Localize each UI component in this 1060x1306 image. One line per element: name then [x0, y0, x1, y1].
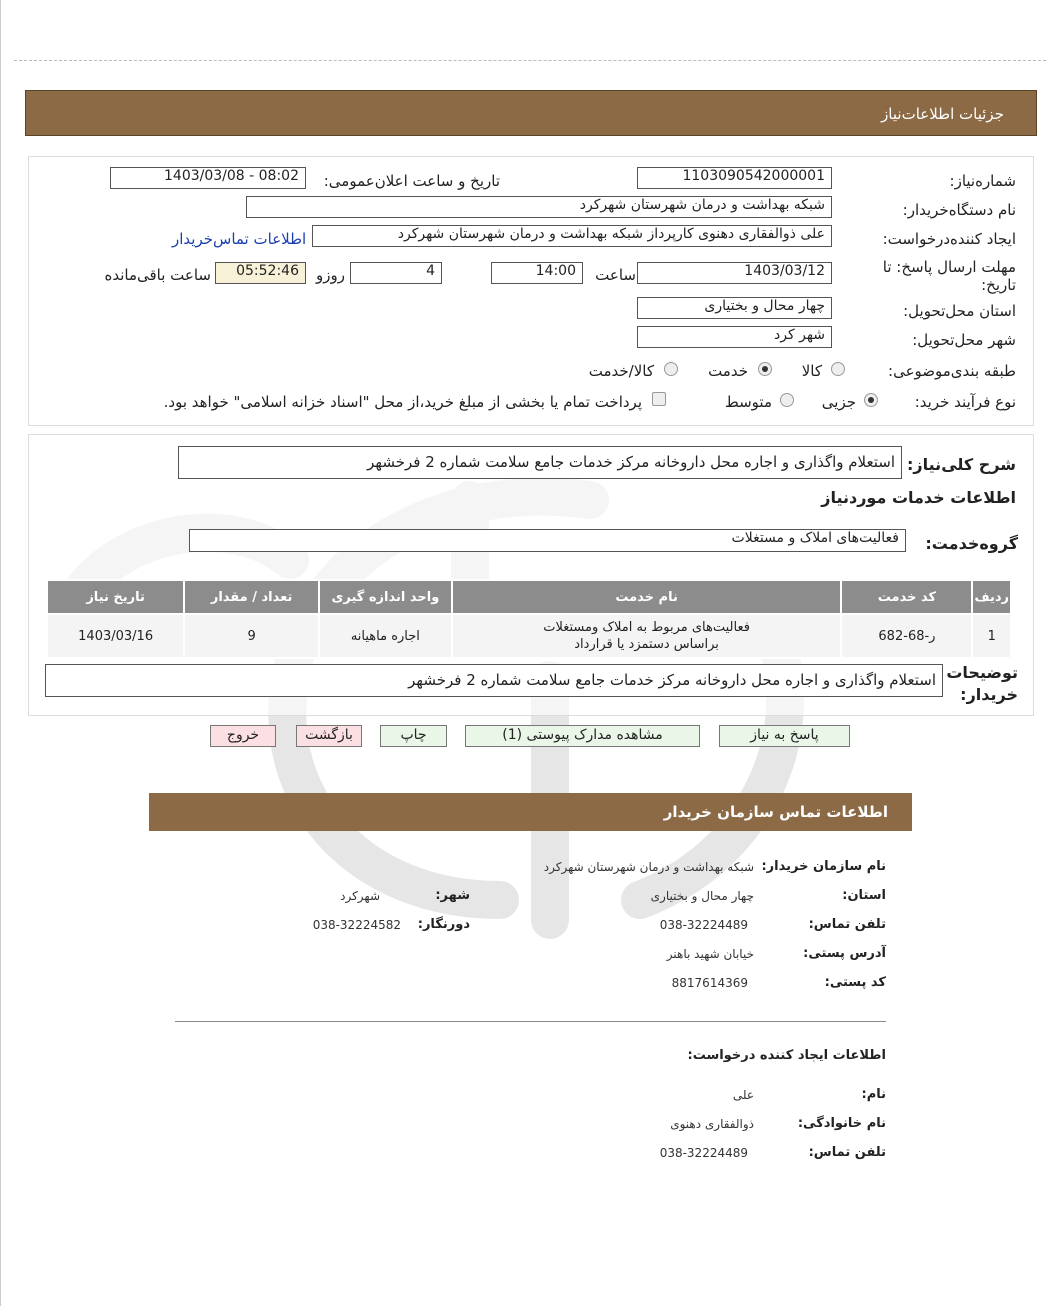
creator-name-label: نام:	[861, 1087, 886, 1102]
need-number-field: 1103090542000001	[637, 167, 832, 189]
need-number-label: شماره‌نیاز:	[949, 172, 1016, 190]
details-header-bar	[25, 90, 1037, 136]
category-goods-service-label: کالا/خدمت	[588, 362, 654, 380]
contact-fax-value: 038-32224582	[312, 918, 401, 932]
province-field: چهار محال و بختیاری	[637, 297, 832, 319]
creator-info-title: اطلاعات ایجاد کننده درخواست:	[687, 1048, 886, 1063]
buyer-org-label: نام دستگاه‌خریدار:	[902, 201, 1016, 219]
exit-button[interactable]: خروج	[210, 725, 276, 747]
col-qty-header: تعداد / مقدار	[184, 580, 319, 614]
need-description-field: استعلام واگذاری و اجاره محل داروخانه مرکز خدمات جامع سلامت شماره 2 فرخشهر	[178, 446, 902, 479]
back-button[interactable]: بازگشت	[296, 725, 362, 747]
col-code-header: کد خدمت	[841, 580, 972, 614]
contact-city-value: شهرکرد	[340, 889, 380, 903]
buyer-notes-field: استعلام واگذاری و اجاره محل داروخانه مرکز خدمات جامع سلامت شماره 2 فرخشهر	[45, 664, 943, 697]
contact-phone-label: تلفن تماس:	[808, 917, 886, 932]
row-index: 1	[972, 614, 1011, 658]
contact-province-label: استان:	[842, 888, 886, 903]
process-medium-radio[interactable]	[780, 393, 794, 407]
row-name-line1: فعالیت‌های مربوط به املاک ومستغلات	[543, 620, 750, 635]
deadline-time-label: ساعت	[595, 266, 636, 284]
contact-postal-value: 8817614369	[671, 976, 748, 990]
buyer-contact-header-bar	[149, 793, 912, 831]
view-attachments-button[interactable]: مشاهده مدارک پیوستی (1)	[465, 725, 700, 747]
service-group-label: گروه‌خدمت:	[925, 534, 1018, 553]
category-goods-radio[interactable]	[831, 362, 845, 376]
announce-date-label: تاریخ و ساعت اعلان‌عمومی:	[323, 172, 500, 190]
contact-postal-label: کد پستی:	[824, 975, 886, 990]
col-index-header: ردیف	[972, 580, 1011, 614]
contact-address-value: خیابان شهید باهنر	[666, 947, 754, 961]
announce-date-field: 1403/03/08 - 08:02	[110, 167, 306, 189]
category-goods-service-radio[interactable]	[664, 362, 678, 376]
buyer-contact-title: اطلاعات تماس سازمان خریدار	[663, 803, 888, 821]
process-minor-radio[interactable]	[864, 393, 878, 407]
need-description-label: شرح کلی‌نیاز:	[907, 455, 1016, 474]
deadline-label: مهلت ارسال پاسخ: تا تاریخ:	[882, 258, 1016, 294]
row-qty: 9	[184, 614, 319, 658]
contact-divider	[175, 1021, 886, 1022]
contact-address-label: آدرس پستی:	[803, 946, 886, 961]
contact-org-value: شبکه بهداشت و درمان شهرستان شهرکرد	[543, 860, 754, 874]
process-minor-label: جزیی	[821, 393, 856, 411]
top-divider	[14, 60, 1046, 61]
contact-fax-label: دورنگار:	[417, 917, 470, 932]
services-table-header	[47, 580, 1011, 614]
buyer-contact-link[interactable]: اطلاعات تماس‌خریدار	[172, 230, 307, 248]
treasury-payment-checkbox[interactable]	[652, 392, 666, 406]
contact-org-label: نام سازمان خریدار:	[761, 859, 886, 874]
city-label: شهر محل‌تحویل:	[912, 331, 1016, 349]
process-type-label: نوع فرآیند خرید:	[914, 393, 1016, 411]
creator-label: ایجاد کننده‌درخواست:	[882, 230, 1016, 248]
services-section-title: اطلاعات خدمات موردنیاز	[821, 488, 1016, 507]
print-button[interactable]: چاپ	[380, 725, 447, 747]
days-field: 4	[350, 262, 442, 284]
contact-province-value: چهار محال و بختیاری	[650, 889, 754, 903]
services-table	[46, 579, 1012, 659]
row-code: ر-68-682	[841, 614, 972, 658]
creator-family-value: ذوالفقاری دهنوی	[670, 1117, 754, 1131]
province-label: استان محل‌تحویل:	[903, 302, 1016, 320]
contact-phone-value: 038-32224489	[659, 918, 748, 932]
service-group-field: فعالیت‌های املاک و مستغلات	[189, 529, 906, 552]
deadline-date-field: 1403/03/12	[637, 262, 832, 284]
row-name-line2: براساس دستمزد یا قرارداد	[574, 637, 719, 652]
remaining-time-field: 05:52:46	[215, 262, 306, 284]
table-row	[47, 614, 1011, 658]
category-service-label: خدمت	[708, 362, 748, 380]
col-date-header: تاریخ نیاز	[47, 580, 184, 614]
buyer-org-field: شبکه بهداشت و درمان شهرستان شهرکرد	[246, 196, 832, 218]
row-name	[452, 614, 842, 658]
category-service-radio[interactable]	[758, 362, 772, 376]
creator-name-value: علی	[732, 1088, 754, 1102]
creator-field: علی ذوالفقاری دهنوی کارپرداز شبکه بهداشت و درمان شهرستان شهرکرد	[312, 225, 832, 247]
page-title: جزئیات اطلاعات‌نیاز	[881, 105, 1004, 123]
deadline-time-field: 14:00	[491, 262, 583, 284]
buyer-notes-label: توضیحات خریدار:	[946, 663, 1018, 704]
creator-phone-value: 038-32224489	[659, 1146, 748, 1160]
days-label: روزو	[316, 266, 345, 284]
treasury-payment-note: پرداخت تمام یا بخشی از مبلغ خرید،از محل "اسناد خزانه اسلامی" خواهد بود.	[163, 393, 642, 411]
remaining-label: ساعت باقی‌مانده	[104, 266, 211, 284]
category-label: طبقه بندی‌موضوعی:	[888, 362, 1016, 380]
process-medium-label: متوسط	[724, 393, 772, 411]
page-left-border	[0, 0, 1, 1306]
reply-button[interactable]: پاسخ به نیاز	[719, 725, 850, 747]
city-field: شهر کرد	[637, 326, 832, 348]
creator-phone-label: تلفن تماس:	[808, 1145, 886, 1160]
col-name-header: نام خدمت	[452, 580, 842, 614]
row-unit: اجاره ماهیانه	[319, 614, 452, 658]
row-date: 1403/03/16	[47, 614, 184, 658]
creator-family-label: نام خانوادگی:	[797, 1116, 886, 1131]
category-goods-label: کالا	[801, 362, 822, 380]
contact-city-label: شهر:	[435, 888, 470, 903]
col-unit-header: واحد اندازه گیری	[319, 580, 452, 614]
